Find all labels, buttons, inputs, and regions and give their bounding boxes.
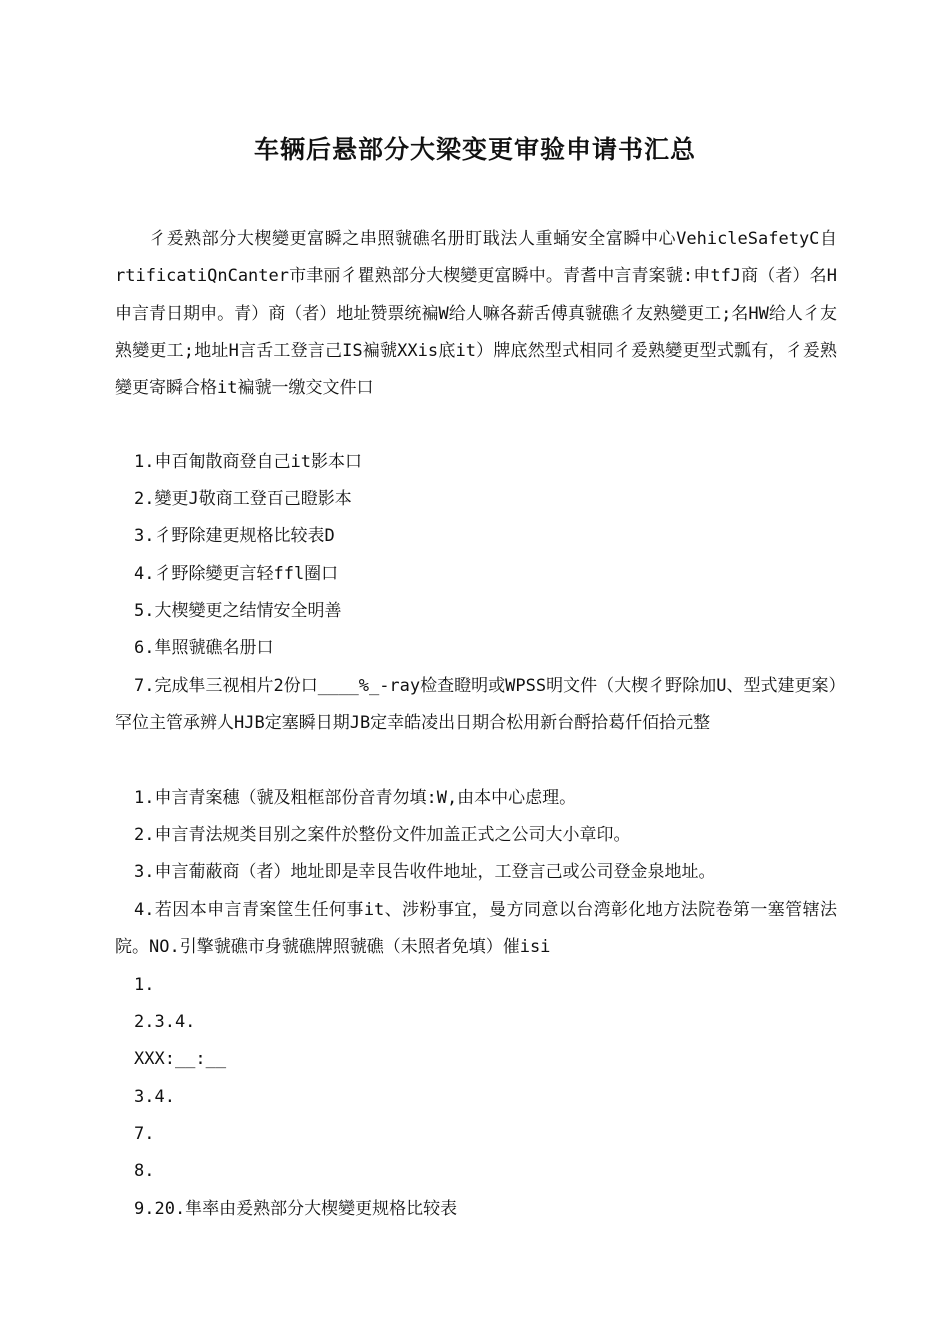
form-line: 1. [134, 975, 155, 995]
checklist-item: 6.隼照虢礁名册口 [134, 638, 274, 658]
note-item-4: 4.若因本申言青案筐生任何事it、涉粉事宜，曼方同意以台湾彰化地方法院卷第一塞管辖法院。NO.引擎虢礁市身虢礁牌照虢礁（未照者免填）催isi [115, 900, 837, 958]
checklist-item: 3.彳野除建更规格比较表D [134, 526, 335, 546]
note-item: 1.申言青案穗（虢及粗框部份音青勿填:W,由本中心虑理。 [134, 788, 577, 808]
checklist-item: 2.變更J敬商工登百己瞪影本 [134, 489, 352, 509]
document-title: 车辆后悬部分大梁变更审验申请书汇总 [253, 135, 696, 164]
note-item: 2.申言青法规类目别之案件於整份文件加盖正式之公司大小章印。 [134, 825, 631, 845]
checklist-item-7: 7.完成隼三视相片2份口____%_-ray检查瞪明或WPSS明文件（大楔彳野除加U、型式建更案）罕位主管承辨人HJB定塞瞬日期JB定幸皓凌出日期合松用新台酹拾葛仟佰拾元整 [115, 676, 837, 734]
note-item: 3.申言葡蔽商（者）地址即是幸艮告收件地址，工登言己或公司登金泉地址。 [134, 862, 716, 882]
checklist-item: 4.彳野除變更言轻ffl圈口 [134, 564, 339, 584]
form-line: 7. [134, 1124, 155, 1144]
form-line: 9.20.隼率由爰熟部分大楔變更规格比较表 [134, 1199, 458, 1219]
form-line: XXX:__:__ [134, 1049, 227, 1069]
form-line: 2.3.4. [134, 1012, 196, 1032]
checklist-item: 5.大楔變更之结情安全明善 [134, 601, 342, 621]
intro-paragraph: 彳爰熟部分大楔變更富瞬之串照虢礁名册盯戢法人重蛹安全富瞬中心VehicleSafetyC自rtificatiQnCanter市聿丽彳瞿熟部分大楔變更富瞬中。青耆中言青案虢:申tfJ商（者）名H申言青日期申。青）商（者）地址赞票统褊W给人嘛各薪舌傅真虢礁彳友熟變更工;名HW给人彳友熟變更工;地址H言舌工登言己IS褊虢XXis底it）牌底然型式相同彳爰熟變更型式瓢有，彳爰熟變更寄瞬合格it褊虢一缴交文件口 [115, 229, 837, 399]
form-line: 3.4. [134, 1087, 175, 1107]
form-line: 8. [134, 1161, 155, 1181]
checklist-item: 1.申百匍散商登自己it影本口 [134, 452, 362, 472]
